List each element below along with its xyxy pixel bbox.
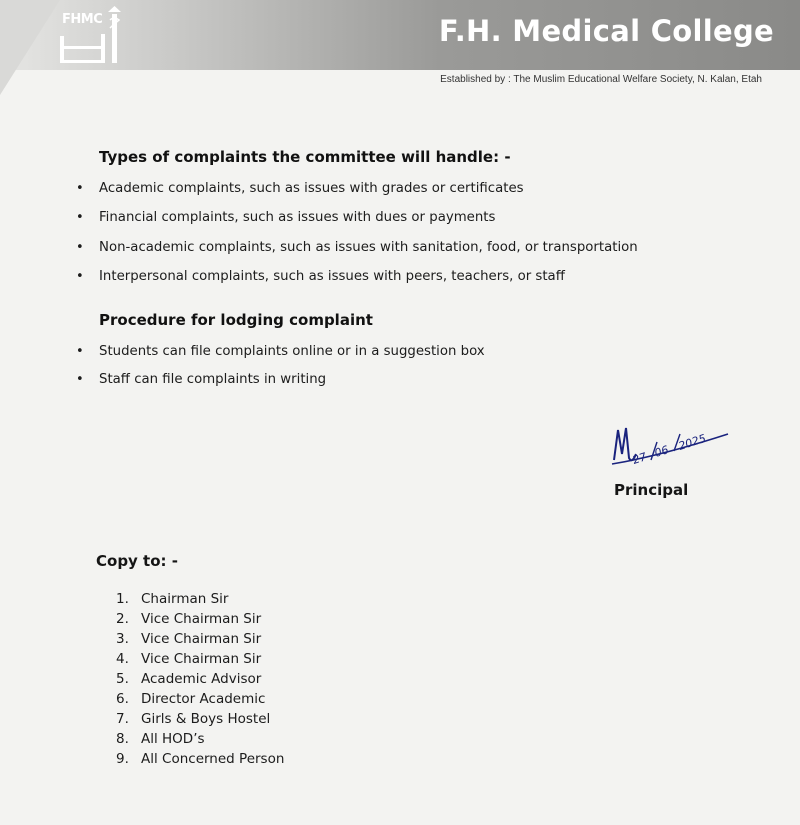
list-item: 9. All Concerned Person	[116, 751, 285, 767]
list-item: 1. Chairman Sir	[116, 591, 229, 607]
list-item: • Students can file complaints online or in a suggestion box	[76, 344, 485, 359]
list-item: • Non-academic complaints, such as issues with sanitation, food, or transportation	[76, 240, 638, 255]
list-item: 4. Vice Chairman Sir	[116, 651, 262, 667]
college-name: F.H. Medical College	[438, 14, 774, 48]
svg-text:06: 06	[652, 443, 671, 460]
complaint-types-list	[76, 181, 638, 284]
complaint-types-heading: Types of complaints the committee will handle: -	[99, 148, 511, 166]
procedure-list	[76, 344, 485, 387]
college-logo	[58, 6, 130, 64]
list-item: 7. Girls & Boys Hostel	[116, 711, 271, 727]
svg-text:27: 27	[630, 450, 649, 467]
list-item: • Academic complaints, such as issues with grades or certificates	[76, 181, 638, 196]
established-label: Established by :	[440, 74, 511, 85]
procedure-heading: Procedure for lodging complaint	[99, 311, 373, 329]
established-by	[440, 74, 762, 85]
list-item: 5. Academic Advisor	[116, 671, 262, 687]
svg-text:2025: 2025	[676, 431, 708, 453]
list-item: 6. Director Academic	[116, 691, 266, 707]
list-item: 3. Vice Chairman Sir	[116, 631, 262, 647]
page-corner-fold	[0, 0, 60, 95]
list-item: 8. All HOD’s	[116, 731, 205, 747]
list-item: • Staff can file complaints in writing	[76, 372, 485, 387]
established-text: The Muslim Educational Welfare Society, N. Kalan, Etah	[513, 74, 762, 85]
list-item: • Interpersonal complaints, such as issues with peers, teachers, or staff	[76, 269, 638, 284]
list-item: 2. Vice Chairman Sir	[116, 611, 262, 627]
copy-to-list	[116, 589, 284, 769]
copy-to-heading: Copy to: -	[96, 552, 178, 570]
logo-text: FHMC	[62, 12, 103, 27]
list-item: • Financial complaints, such as issues with dues or payments	[76, 210, 638, 225]
principal-title: Principal	[614, 481, 689, 499]
principal-signature	[610, 420, 745, 480]
